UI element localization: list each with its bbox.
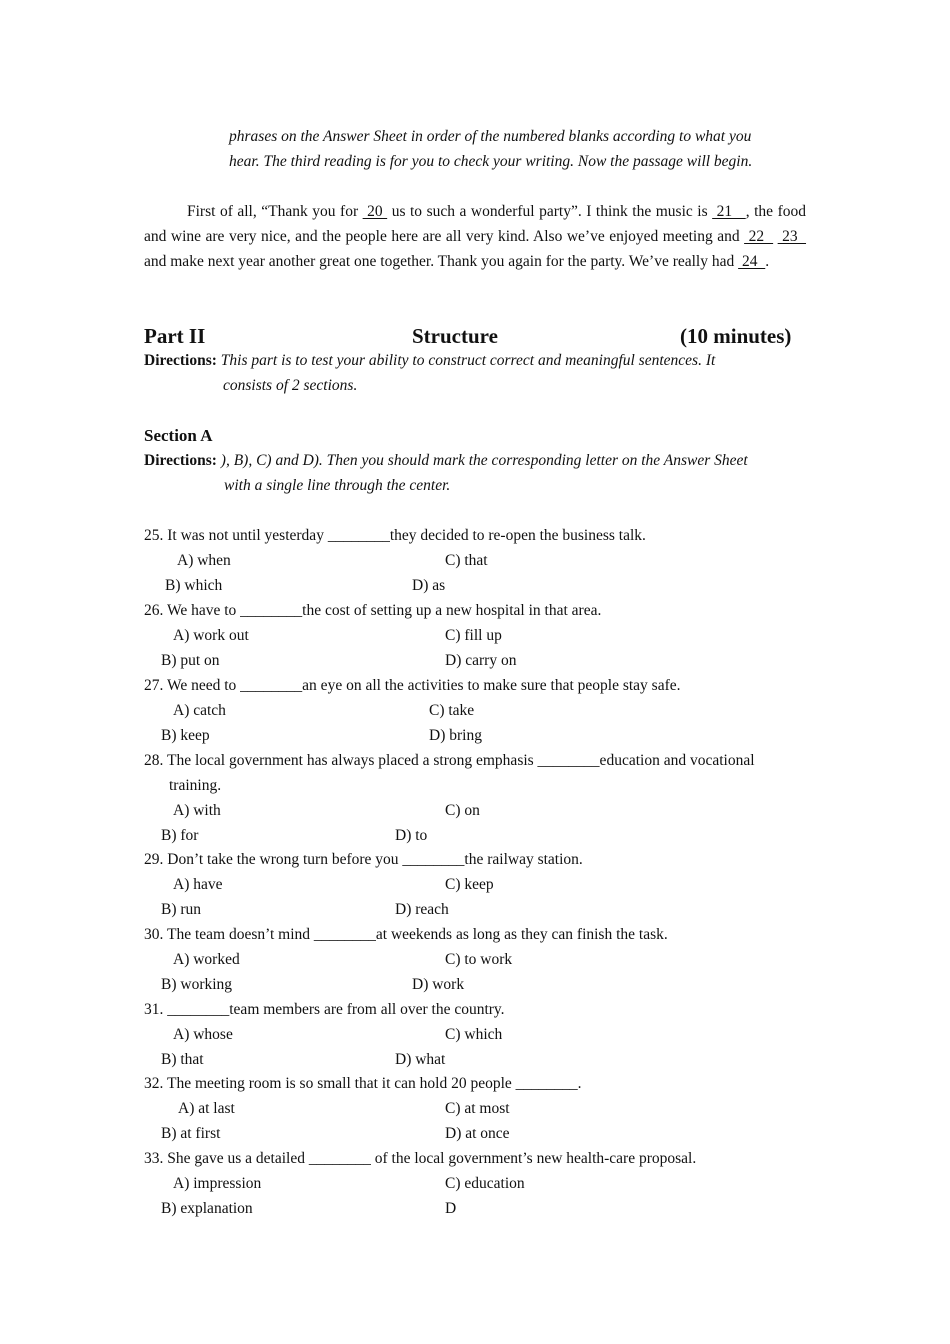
sectionA-directions-line2: with a single line through the center.: [224, 477, 451, 494]
q33-option-c: C) education: [445, 1175, 525, 1192]
q32-option-b: B) at first: [161, 1125, 221, 1142]
q28-option-c: C) on: [445, 802, 480, 819]
q26-option-c: C) fill up: [445, 627, 502, 644]
q33-option-b: B) explanation: [161, 1200, 253, 1217]
q29-option-b: B) run: [161, 901, 202, 918]
q30-option-d: D) work: [412, 976, 465, 993]
q32-option-d: D) at once: [445, 1125, 510, 1142]
q25-option-b: B) which: [165, 577, 223, 594]
blank-24: 24: [738, 253, 766, 270]
q31-option-b: B) that: [161, 1051, 204, 1068]
question-30: 30. The team doesn’t mind ________at weekends as long as they can finish the task.: [144, 926, 668, 943]
q26-option-d: D) carry on: [445, 652, 517, 669]
sectionA-directions: Directions: ), B), C) and D). Then you should mark the corresponding letter on the Answer Sheet: [144, 452, 748, 469]
question-28: 28. The local government has always placed a strong emphasis ________education and vocational: [144, 752, 755, 769]
dictation-passage: First of all, “Thank you for 20 us to such a wonderful party”. I think the music is 21 , the food and wine are very nice, and the people here are all very kind. Also we’ve enjoyed meeting and 22 23 and make next year another great one together. Thank you again for the party. We’ve really had 24 .: [144, 203, 807, 270]
blank-20: 20: [362, 203, 388, 220]
q31-option-a: A) whose: [173, 1026, 233, 1043]
q30-option-b: B) working: [161, 976, 233, 993]
q27-option-d: D) bring: [429, 727, 482, 744]
question-29: 29. Don’t take the wrong turn before you ________the railway station.: [144, 851, 583, 868]
q27-option-c: C) take: [429, 702, 475, 719]
q25-option-c: C) that: [445, 552, 488, 569]
q31-option-d: D) what: [395, 1051, 446, 1068]
part-time: (10 minutes): [680, 324, 792, 348]
question-25: 25. It was not until yesterday ________they decided to re-open the business talk.: [144, 527, 646, 544]
q27-option-a: A) catch: [173, 702, 226, 719]
question-31: 31. ________team members are from all over the country.: [144, 1001, 505, 1018]
blank-21: 21: [712, 203, 746, 220]
q28-option-a: A) with: [173, 802, 221, 819]
q30-option-c: C) to work: [445, 951, 513, 968]
q28-option-d: D) to: [395, 827, 428, 844]
q28-option-b: B) for: [161, 827, 199, 844]
q32-option-a: A) at last: [178, 1100, 235, 1117]
q26-option-b: B) put on: [161, 652, 220, 669]
question-28-continued: training.: [169, 777, 222, 794]
blank-22: 22: [744, 228, 774, 245]
q32-option-c: C) at most: [445, 1100, 510, 1117]
section-title: Section A: [144, 426, 213, 445]
q29-option-c: C) keep: [445, 876, 494, 893]
q31-option-c: C) which: [445, 1026, 503, 1043]
part1-directions-line2: hear. The third reading is for you to check your writing. Now the passage will begin.: [229, 153, 753, 170]
q27-option-b: B) keep: [161, 727, 210, 744]
blank-23: 23: [777, 228, 807, 245]
q29-option-d: D) reach: [395, 901, 449, 918]
q25-option-a: A) when: [177, 552, 231, 569]
question-32: 32. The meeting room is so small that it can hold 20 people ________.: [144, 1075, 582, 1092]
part2-directions-line2: consists of 2 sections.: [223, 377, 358, 394]
q30-option-a: A) worked: [173, 951, 240, 968]
part2-directions: Directions: This part is to test your ability to construct correct and meaningful sentences. It: [144, 352, 716, 369]
part-label: Part II: [144, 324, 206, 348]
q26-option-a: A) work out: [173, 627, 249, 644]
q25-option-d: D) as: [412, 577, 446, 594]
question-26: 26. We have to ________the cost of setting up a new hospital in that area.: [144, 602, 602, 619]
q33-option-a: A) impression: [173, 1175, 262, 1192]
q33-option-d: D: [445, 1200, 457, 1217]
question-33: 33. She gave us a detailed ________ of the local government’s new health-care proposal.: [144, 1150, 697, 1167]
q29-option-a: A) have: [173, 876, 223, 893]
question-27: 27. We need to ________an eye on all the activities to make sure that people stay safe.: [144, 677, 681, 694]
part1-directions-line1: phrases on the Answer Sheet in order of the numbered blanks according to what you: [229, 128, 752, 145]
part-title: Structure: [412, 324, 498, 348]
